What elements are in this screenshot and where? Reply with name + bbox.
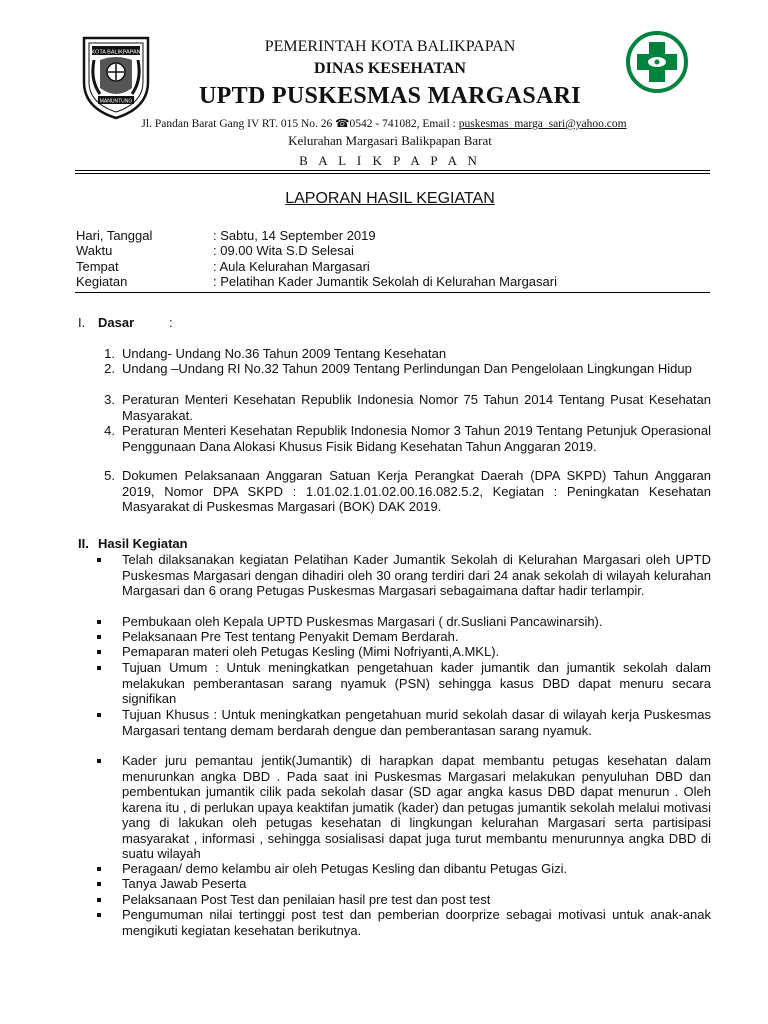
list-item	[97, 423, 711, 454]
list-number: 3.	[104, 392, 115, 407]
bullet-item	[97, 861, 711, 877]
letterhead-government: PEMERINTAH KOTA BALIKPAPAN	[264, 38, 516, 55]
address-street: Jl. Pandan Barat Gang IV RT. 015 No. 26	[141, 118, 336, 130]
section-2-heading: Hasil Kegiatan	[98, 536, 188, 551]
letterhead-organization: UPTD PUSKESMAS MARGASARI	[199, 83, 581, 109]
address-phone: 0542 - 741082, Email :	[349, 118, 459, 130]
bullet-text: Peragaan/ demo kelambu air oleh Petugas Kesling dan dibantu Petugas Gizi.	[122, 861, 568, 876]
list-number: 1.	[104, 346, 115, 361]
report-title: LAPORAN HASIL KEGIATAN	[285, 190, 495, 207]
bullet-square-icon	[97, 759, 101, 763]
bullet-item	[97, 876, 711, 892]
bullet-text: Kader juru pemantau jentik(Jumantik) di harapkan dapat membantu petugas kesehatan dalam menurunkan angka DBD . Pada saat ini Puskesmas Margasari melakukan penyuluhan DBD dan pembentukan jumantik cilik pada sekolah dasar (SD agar angka kasus DBD dapat menurun . Oleh karena itu , di perlukan upaya keaktifan jumatik (kader) dan petugas jumantik sekolah melalui motivasi yang di lakukan oleh petugas kesehatan di lingkungan kelurahan Margasari serta partisipasi masyarakat , informasi , sehingga sosialisasi dapat juga turut membantu menurunnya angka DBD di suatu wilayah	[122, 753, 711, 861]
section-1-numeral: I.	[78, 315, 86, 330]
bullet-square-icon	[97, 635, 101, 639]
emblem-text-bottom: MANUNTUNG	[99, 98, 133, 105]
bullet-square-icon	[97, 650, 101, 654]
bullet-square-icon	[97, 882, 101, 886]
info-label: Kegiatan	[76, 274, 128, 289]
list-item	[97, 392, 711, 423]
bullet-text: Telah dilaksanakan kegiatan Pelatihan Kader Jumantik Sekolah di Kelurahan Margasari oleh UPTD Puskesmas Margasari dengan dihadiri oleh 30 orang terdiri dari 24 anak sekolah di wilayah kelurahan Margasari dan 6 orang Petugas Puskesmas Margasari sebagaimana daftar hadir terlampir.	[122, 552, 711, 598]
list-number: 4.	[104, 423, 115, 438]
phone-icon: ☎	[335, 118, 350, 130]
bullet-square-icon	[97, 913, 101, 917]
letterhead-department: DINAS KESEHATAN	[314, 60, 466, 77]
bullet-item	[97, 614, 711, 630]
bullet-text: Pelaksanaan Post Test dan penilaian hasil pre test dan post test	[122, 892, 491, 907]
bullet-item	[97, 644, 711, 660]
address-email: puskesmas_marga_sari@yahoo.com	[458, 118, 627, 130]
list-number: 5.	[104, 468, 115, 483]
info-value: : 09.00 Wita S.D Selesai	[213, 243, 354, 258]
bullet-square-icon	[97, 898, 101, 902]
info-value: : Pelatihan Kader Jumantik Sekolah di Kelurahan Margasari	[213, 274, 557, 289]
bullet-item	[97, 892, 711, 908]
list-text: Peraturan Menteri Kesehatan Republik Indonesia Nomor 75 Tahun 2014 Tentang Pusat Kesehatan Masyarakat.	[122, 392, 711, 423]
bullet-text: Tujuan Khusus : Untuk meningkatkan pengetahuan murid sekolah dasar di wilayah kerja Puskesmas Margasari tentang demam berdarah dengue dan pemberantasan sarang nyamuk.	[122, 707, 711, 738]
list-text: Undang- Undang No.36 Tahun 2009 Tentang Kesehatan	[122, 346, 447, 361]
info-rule	[75, 292, 710, 293]
list-item	[97, 361, 711, 377]
info-value: : Sabtu, 14 September 2019	[213, 228, 376, 243]
bullet-item	[97, 907, 711, 938]
bullet-square-icon	[97, 620, 101, 624]
bullet-item	[97, 753, 711, 862]
bullet-item	[97, 707, 711, 738]
bullet-text: Tanya Jawab Peserta	[122, 876, 247, 891]
info-label: Waktu	[76, 243, 113, 258]
bullet-text: Pengumuman nilai tertinggi post test dan pemberian doorprize sebagai motivasi untuk anak-anak mengikuti kegiatan kesehatan berikutnya.	[122, 907, 711, 938]
bullet-item	[97, 660, 711, 707]
bullet-text: Pelaksanaan Pre Test tentang Penyakit Demam Berdarah.	[122, 629, 459, 644]
emblem-text-top: KOTA BALIKPAPAN	[91, 49, 141, 56]
info-value: : Aula Kelurahan Margasari	[213, 259, 370, 274]
bullet-text: Pemaparan materi oleh Petugas Kesling (Mimi Nofriyanti,A.MKL).	[122, 644, 500, 659]
info-label: Tempat	[76, 259, 119, 274]
bullet-square-icon	[97, 666, 101, 670]
letterhead-city: B A L I K P A P A N	[299, 153, 481, 168]
list-item	[97, 346, 711, 362]
list-text: Peraturan Menteri Kesehatan Republik Indonesia Nomor 3 Tahun 2019 Tentang Petunjuk Operasional Penggunaan Dana Alokasi Khusus Fisik Bidang Kesehatan Tahun Anggaran 2019.	[122, 423, 711, 454]
bullet-item	[97, 552, 711, 599]
bullet-square-icon	[97, 558, 101, 562]
bullet-text: Pembukaan oleh Kepala UPTD Puskesmas Margasari ( dr.Susliani Pancawinarsih).	[122, 614, 603, 629]
bullet-text: Tujuan Umum : Untuk meningkatkan pengetahuan kader jumantik dan jumantik sekolah dalam melakukan pemberantasan sarang nyamuk (PSN) sehingga kasus DBD dapat menuru secara signifikan	[122, 660, 711, 706]
letterhead-rule-thick	[75, 170, 710, 171]
list-item	[97, 468, 711, 515]
bullet-square-icon	[97, 867, 101, 871]
health-ministry-logo	[625, 30, 689, 94]
info-label: Hari, Tanggal	[76, 228, 153, 243]
section-1-heading: Dasar	[98, 315, 135, 330]
list-number: 2.	[104, 361, 115, 376]
section-2-numeral: II.	[78, 536, 89, 551]
section-1-colon: :	[169, 315, 173, 330]
balikpapan-emblem-logo	[78, 30, 154, 120]
list-text: Undang –Undang RI No.32 Tahun 2009 Tentang Perlindungan Dan Pengelolaan Lingkungan Hidup	[122, 361, 692, 376]
bullet-square-icon	[97, 713, 101, 717]
letterhead-rule-thin	[75, 173, 710, 174]
bullet-item	[97, 629, 711, 645]
list-text: Dokumen Pelaksanaan Anggaran Satuan Kerja Perangkat Daerah (DPA SKPD) Tahun Anggaran 2019, Nomor DPA SKPD : 1.01.02.1.01.02.00.16.082.5.2, Kegiatan : Peningkatan Kesehatan Masyarakat di Puskesmas Margasari (BOK) DAK 2019.	[122, 468, 711, 514]
letterhead-address	[0, 116, 768, 130]
letterhead-kelurahan: Kelurahan Margasari Balikpapan Barat	[288, 133, 492, 148]
